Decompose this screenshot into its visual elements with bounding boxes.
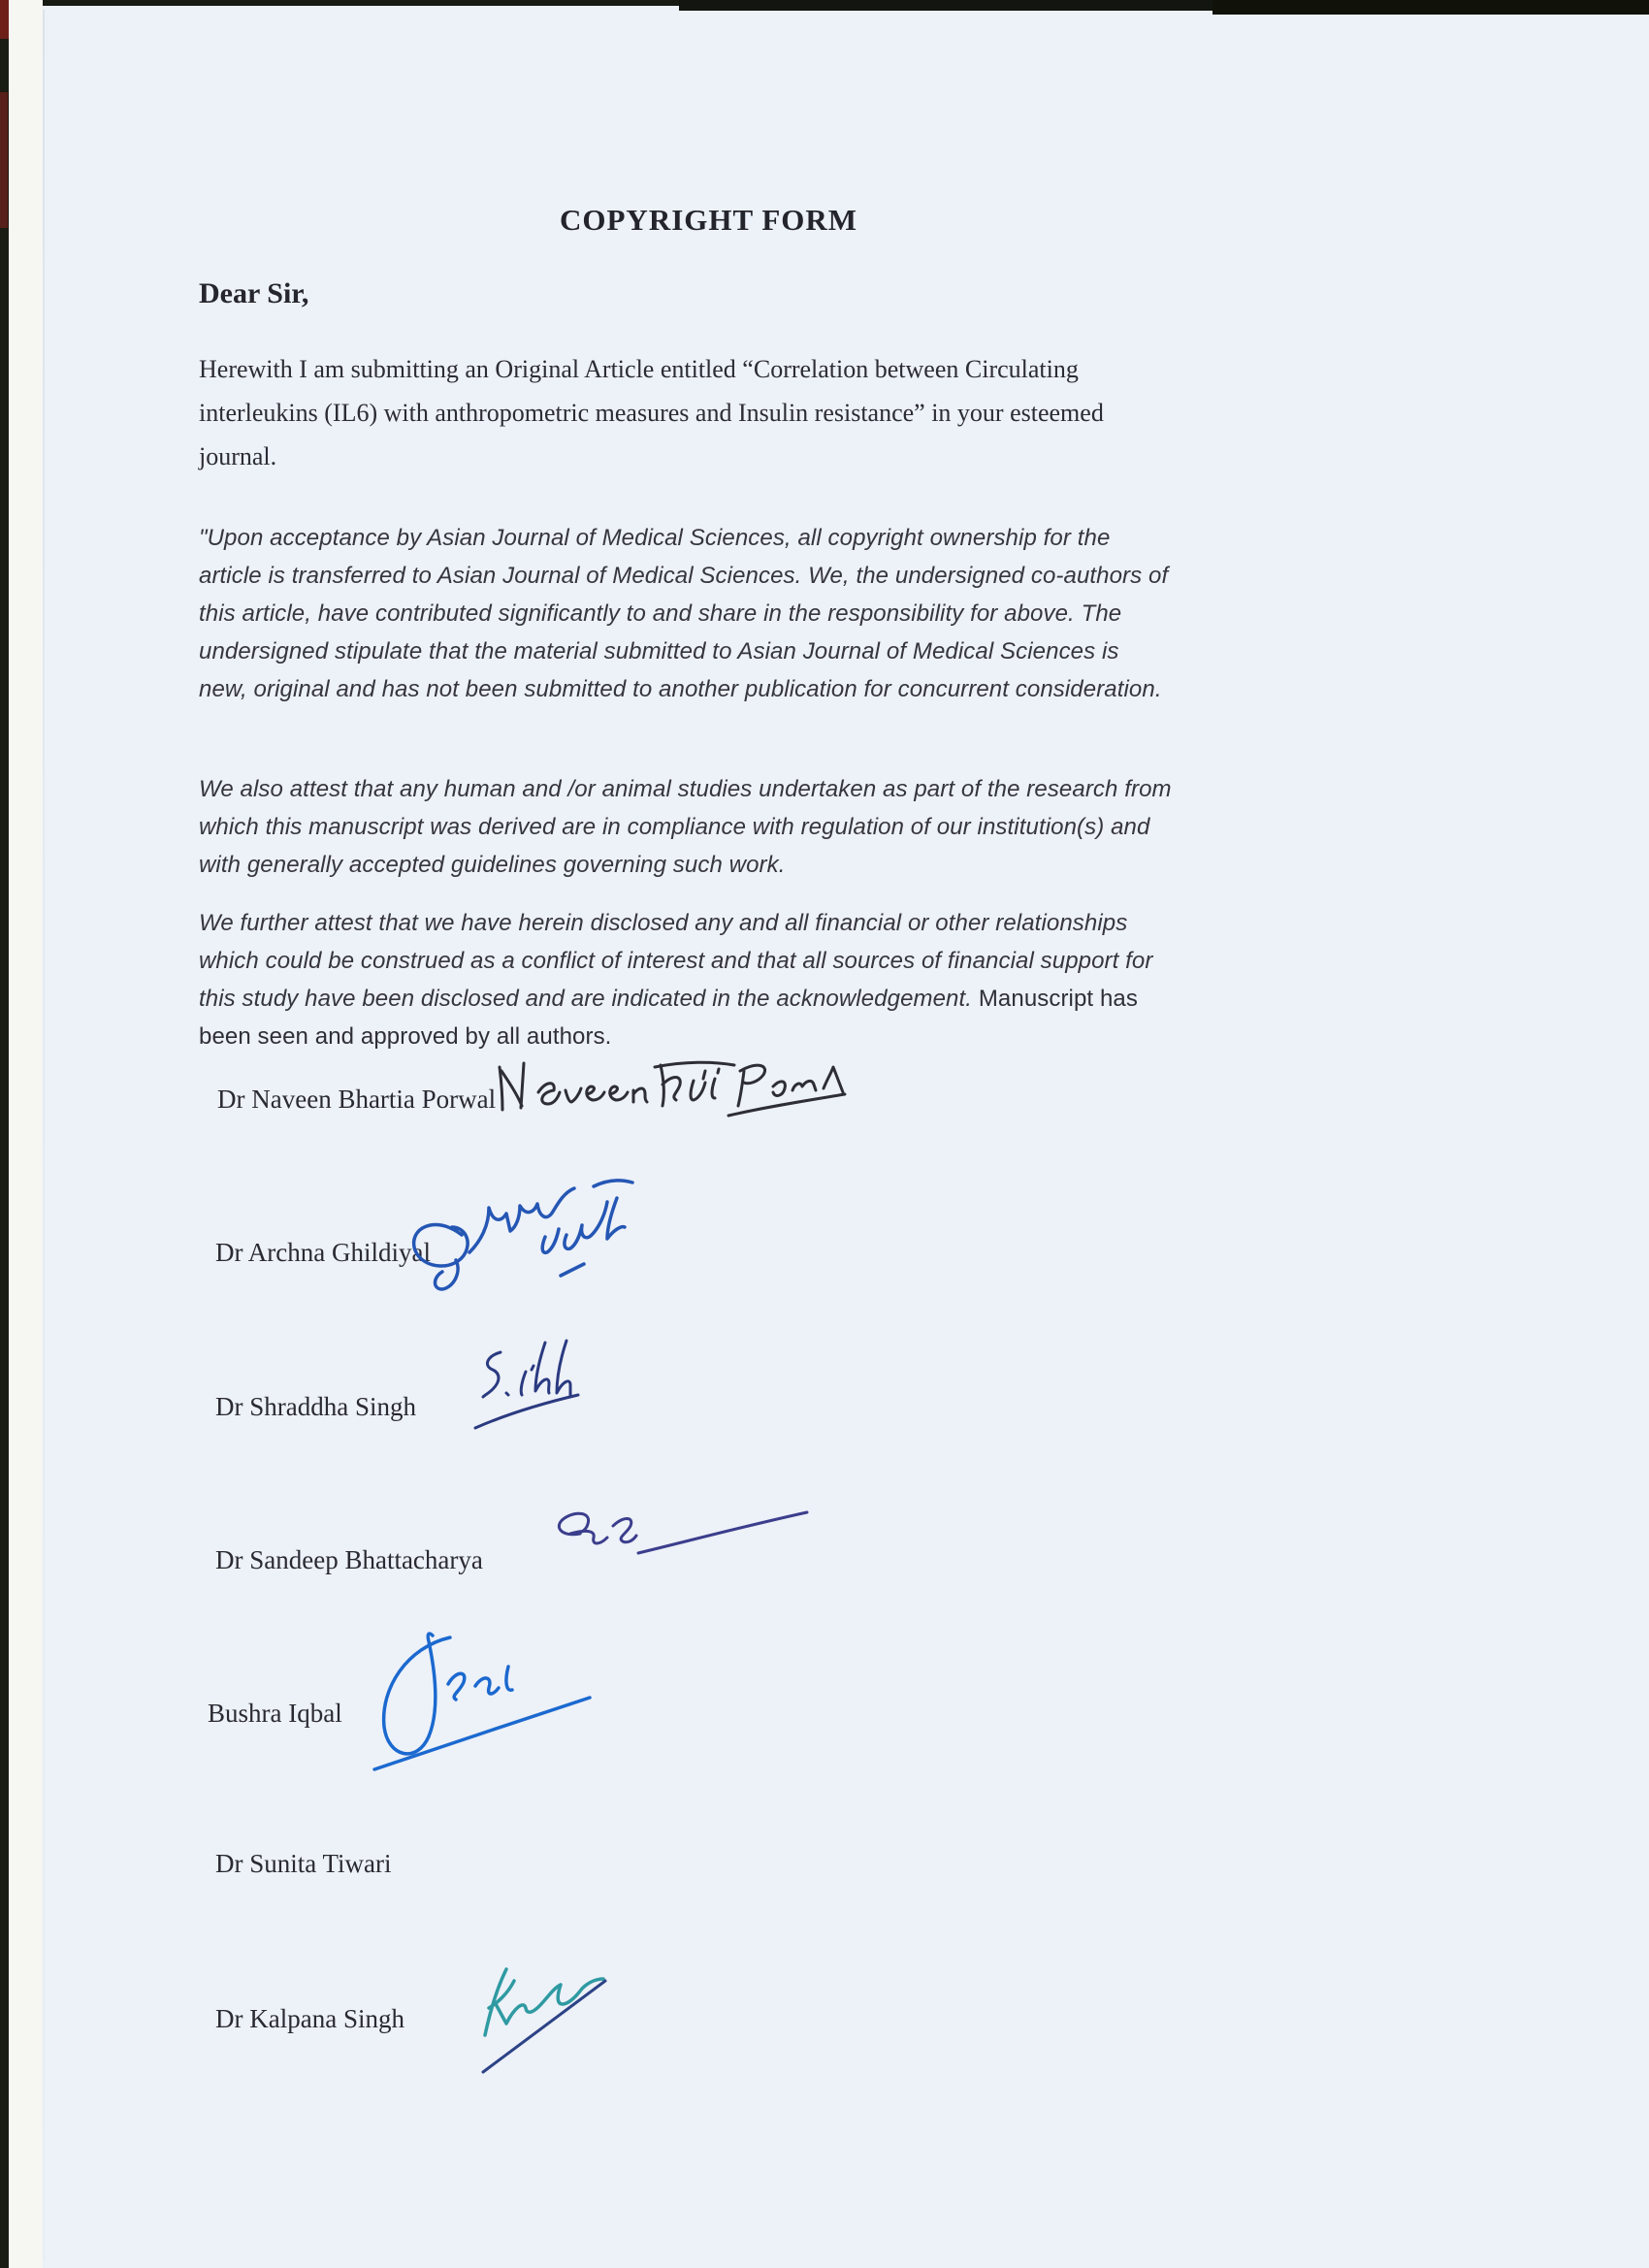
signatory-name: Dr Shraddha Singh <box>215 1392 416 1421</box>
scanner-edge-left <box>0 0 9 2268</box>
intro-paragraph: Herewith I am submitting an Original Article entitled “Correlation between Circulating interleukins (IL6) with anthropometric measures and Insulin resistance” in your esteemed journal. <box>199 355 1104 470</box>
signature-naveen-bhartia-porwal <box>490 1050 849 1132</box>
copyright-transfer-paragraph: "Upon acceptance by Asian Journal of Medical Sciences, all copyright ownership for the article is transferred to Asian Journal of Medical Sciences. We, the undersigned co-authors of this article, have contributed significantly to and share in the responsibility for above. The undersigned stipulate that the material submitted to Asian Journal of Medical Sciences is new, original and has not been submitted to another publication for concurrent consideration. <box>199 525 1169 702</box>
scanner-edge-red-mark-top <box>0 0 9 39</box>
signature-shraddha-singh <box>468 1337 584 1440</box>
approval-text: Manuscript has been seen and approved by all authors. <box>199 986 1138 1050</box>
page-edge-crease <box>43 10 45 2260</box>
salutation: Dear Sir, <box>199 277 309 309</box>
scanner-edge-red-mark <box>0 92 8 228</box>
signature-kalpana-singh <box>464 1954 621 2076</box>
signatory-name: Dr Sandeep Bhattacharya <box>215 1545 483 1574</box>
signatory-name: Dr Archna Ghildiyal <box>215 1238 431 1267</box>
signatory-name: Dr Sunita Tiwari <box>215 1849 392 1878</box>
disclosure-paragraph <box>199 904 1174 1055</box>
document-title: COPYRIGHT FORM <box>560 203 858 237</box>
ethics-compliance-paragraph: We also attest that any human and /or animal studies undertaken as part of the research from which this manuscript was derived are in compliance with regulation of our institution(s) and with generally accepted guidelines governing such work. <box>199 776 1172 878</box>
page-left-margin-strip <box>9 0 43 2268</box>
signature-bushra-iqbal <box>345 1628 599 1779</box>
scanner-edge-top-right-dark <box>1212 0 1649 15</box>
signatory-name: Dr Kalpana Singh <box>215 2004 404 2033</box>
signatory-name: Dr Naveen Bhartia Porwal <box>217 1085 497 1114</box>
signature-archna-ghildiyal <box>400 1179 647 1297</box>
signature-sandeep-bhattacharya <box>541 1499 815 1582</box>
disclosure-text: We further attest that we have herein disclosed any and all financial or other relationships which could be construed as a conflict of interest and that all sources of financial support for this study have been disclosed and are indicated in the acknowledgement. <box>199 910 1153 1012</box>
signatory-name: Bushra Iqbal <box>208 1699 342 1728</box>
